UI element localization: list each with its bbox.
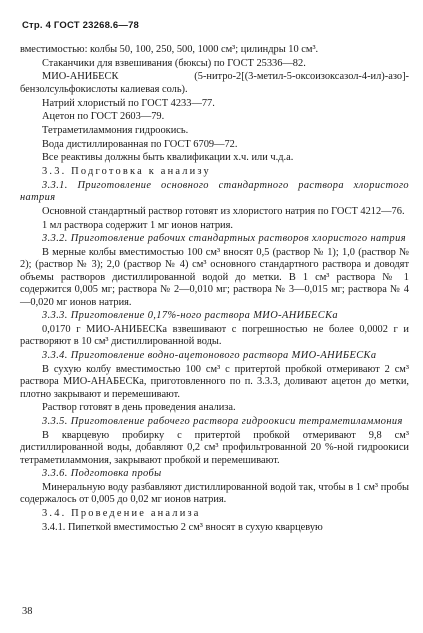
section-heading: 3.3.1. Приготовление основного стандартного раствора хлористого натрия: [20, 179, 409, 204]
paragraph: Ацетон по ГОСТ 2603—79.: [42, 111, 165, 123]
paragraph: 1 мл раствора содержит 1 мг ионов натрия.: [42, 219, 233, 231]
paragraph: В сухую колбу вместимостью 100 см³ с притертой пробкой отмеривают 2 см³ раствора МИО-АНАБЕСКа, приготовленного по п. 3.3.3, доливают ацетон до метки, плотно закрывают и перемешивают.: [20, 363, 409, 400]
section-heading: 3.3.3. Приготовление 0,17%-ного раствора МИО-АНИБЕСКа: [42, 310, 339, 322]
section-heading: 3.3.4. Приготовление водно-ацетонового раствора МИО-АНИБЕСКа: [42, 350, 377, 362]
paragraph: 3.4.1. Пипеткой вместимостью 2 см³ вносят в сухую кварцевую: [42, 521, 323, 533]
document-body: [20, 44, 409, 534]
paragraph: Натрий хлористый по ГОСТ 4233—77.: [42, 97, 215, 109]
paragraph: Минеральную воду разбавляют дистиллированной водой так, чтобы в 1 см³ пробы содержалось от 0,005 до 0,02 мг ионов натрия.: [20, 481, 409, 506]
section-heading: 3.3.5. Приготовление рабочего раствора гидроокиси тетраметиламмония: [42, 416, 403, 428]
paragraph: Тетраметиламмония гидроокись.: [42, 124, 189, 136]
paragraph: Основной стандартный раствор готовят из хлористого натрия по ГОСТ 4212—76.: [42, 205, 405, 217]
paragraph: Раствор готовят в день проведения анализа.: [42, 402, 236, 414]
section-heading: 3.4. Проведение анализа: [42, 508, 201, 520]
page-number: 38: [22, 606, 33, 617]
paragraph: МИО-АНИБЕСК (5-нитро-2[(3-метил-5-оксоизоксазол-4-ил)-азо]-бензолсульфокислоты калиевая соль).: [20, 71, 409, 95]
section-heading: 3.3.6. Подготовка пробы: [42, 468, 162, 480]
paragraph: Все реактивы должны быть квалификации х.ч. или ч.д.а.: [42, 152, 294, 164]
paragraph: Вода дистиллированная по ГОСТ 6709—72.: [42, 138, 238, 150]
paragraph: 0,0170 г МИО-АНИБЕСКа взвешивают с погрешностью не более 0,0002 г и растворяют в 10 см³ дистиллированной воды.: [20, 323, 409, 348]
paragraph: вместимостью: колбы 50, 100, 250, 500, 1000 см³; цилиндры 10 см³.: [20, 44, 319, 55]
paragraph: В кварцевую пробирку с притертой пробкой отмеривают 9,8 см³ дистиллированной воды, добавляют 0,2 см³ профильтрованной 20 %-ной гидроокиси тетраметиламмония, закрывают пробкой и перемешивают.: [20, 429, 409, 466]
paragraph: Стаканчики для взвешивания (бюксы) по ГОСТ 25336—82.: [42, 57, 306, 69]
section-heading: 3.3. Подготовка к анализу: [42, 166, 211, 178]
section-heading: 3.3.2. Приготовление рабочих стандартных растворов хлористого натрия: [42, 233, 406, 245]
page-header: Стр. 4 ГОСТ 23268.6—78: [22, 20, 140, 31]
paragraph: В мерные колбы вместимостью 100 см³ вносят 0,5 (раствор № 1); 1,0 (раствор № 2); (раствор № 3); 2,0 (раствор № 4) см³ основного стандартного раствора и доводят объемы растворов дистиллированной водой до метки. В 1 см³ раствора № 1 содержится 0,005 мг; раствора № 2—0,010 мг; раствора № 3—0,015 мг; раствора № 4—0,020 мг ионов натрия.: [20, 246, 409, 308]
